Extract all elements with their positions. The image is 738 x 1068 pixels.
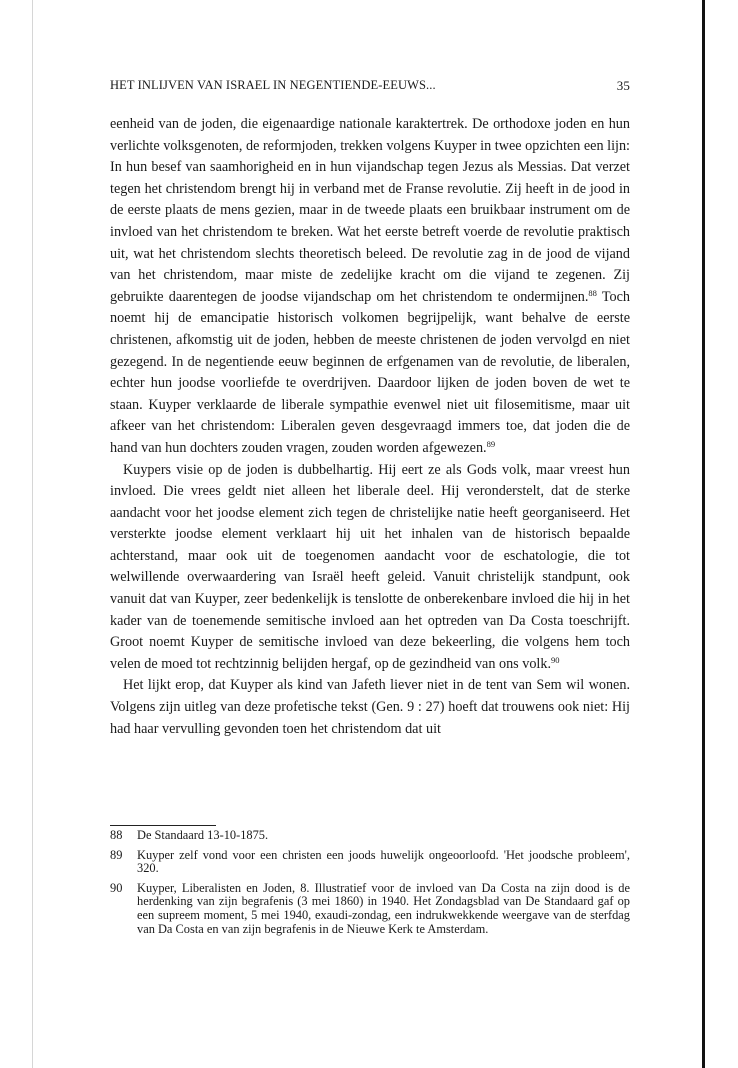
footnote-88 xyxy=(110,829,630,843)
footnote-89 xyxy=(110,849,630,876)
paragraph-2 xyxy=(110,460,630,676)
paragraph-text: Het lijkt erop, dat Kuyper als kind van Jafeth liever niet in de tent van Sem wil wonen. Volgens zijn uitleg van deze profetische tekst (Gen. 9 : 27) hoeft dat trouwens ook niet: Hij had haar vervulling gevonden toen het christendom dat uit xyxy=(110,677,630,737)
running-head-title: HET INLIJVEN VAN ISRAEL IN NEGENTIENDE-EEUWS... xyxy=(110,78,436,92)
paragraph-1 xyxy=(110,114,630,460)
footnote-ref-88: 88 xyxy=(588,287,597,298)
paragraph-text: eenheid van de joden, die eigenaardige nationale karaktertrek. De orthodoxe joden en hun verlichte volksgenoten, de reformjoden, trekken volgens Kuyper in twee opzichten een lijn: In hun besef van saamhorigheid en in hun vijandschap tegen Jezus als Messias. Dat verzet tegen het christendom brengt hij in verband met de Franse revolutie. Zij heeft in de jood in de eerste plaats de mens gezien, maar in de tweede plaats een bruikbaar instrument om de invloed van het christendom te breken. Wat het eerste betreft voerde de revolutie praktisch uit, wat het christendom slechts theoretisch beleed. De revolutie zag in de jood de vijand van het christendom, maar miste de zedelijke kracht om die vijand te zegenen. Zij gebruikte daarentegen de joodse vijandschap om het christendom te ondermijnen. xyxy=(110,116,630,305)
footnote-separator xyxy=(110,825,216,826)
footnote-text: De Standaard 13-10-1875. xyxy=(137,828,269,842)
paragraph-3 xyxy=(110,675,630,740)
footnote-number: 89 xyxy=(110,847,123,862)
scan-edge-left xyxy=(32,0,33,1068)
footnote-ref-89: 89 xyxy=(486,438,496,449)
footnote-ref-90: 90 xyxy=(551,654,560,665)
paragraph-text: Toch noemt hij de emancipatie historisch volkomen begrijpelijk, want behalve de eerste christenen, afkomstig uit de joden, hebben de meeste christenen de joden vervolgd en niet gezegend. In de negentiende eeuw beginnen de erfgenamen van de revolutie, de liberalen, echter hun joodse voorliefde te overdrijven. Daardoor lijken de joden boven de wet te staan. Kuyper verklaarde de liberale sympathie evenwel niet uit filosemitisme, maar uit afkeer van het christendom: Liberalen geven desgevraagd immers toe, dat joden die de hand van hun dochters zouden vragen, zouden worden afgewezen. xyxy=(110,288,630,456)
running-head xyxy=(110,78,630,94)
footnotes xyxy=(110,829,630,942)
footnote-number: 88 xyxy=(110,828,123,842)
paragraph-text: Kuypers visie op de joden is dubbelhartig. Hij eert ze als Gods volk, maar vreest hun invloed. Die vrees geldt niet alleen het liberale deel. Hij veronderstelt, dat de sterke aandacht voor het joodse element zich tegen de christelijke natie heeft georganiseerd. Het versterkte joodse element verklaart hij uit het inhalen van de historisch bepaalde achterstand, maar ook uit de toegenomen aandacht voor de eschatologie, die tot welwillende overwaardering van Israël heeft geleid. Vanuit christelijk standpunt, ook vanuit dat van Kuyper, zeer bedenkelijk is tenslotte de onberekenbare invloed die hij in het kader van de toenemende semitische invloed aan het optreden van Da Costa toeschrijft. Groot noemt Kuyper de semitische invloed van deze bekeerling, die volgens hem toch velen de moed tot rechtzinnig belijden hergaf, op de gezindheid van ons volk. xyxy=(110,461,630,672)
body-text xyxy=(110,114,630,740)
footnote-text: Kuyper zelf vond voor een christen een joods huwelijk ongeoorloofd. 'Het joodsche probleem', 320. xyxy=(137,847,630,876)
scan-edge-right xyxy=(702,0,705,1068)
footnote-text: Kuyper, Liberalisten en Joden, 8. Illustratief voor de invloed van Da Costa na zijn dood is de herdenking van zijn begrafenis (3 mei 1860) in 1940. Het Zondagsblad van De Standaard gaf op een supreem moment, 5 mei 1940, exaudi-zondag, een indrukwekkende weergave van de sterfdag van Da Costa en van zijn begrafenis in de Nieuwe Kerk te Amsterdam. xyxy=(137,880,630,936)
page-number: 35 xyxy=(616,78,630,93)
footnote-number: 90 xyxy=(110,880,123,895)
footnote-90 xyxy=(110,882,630,936)
